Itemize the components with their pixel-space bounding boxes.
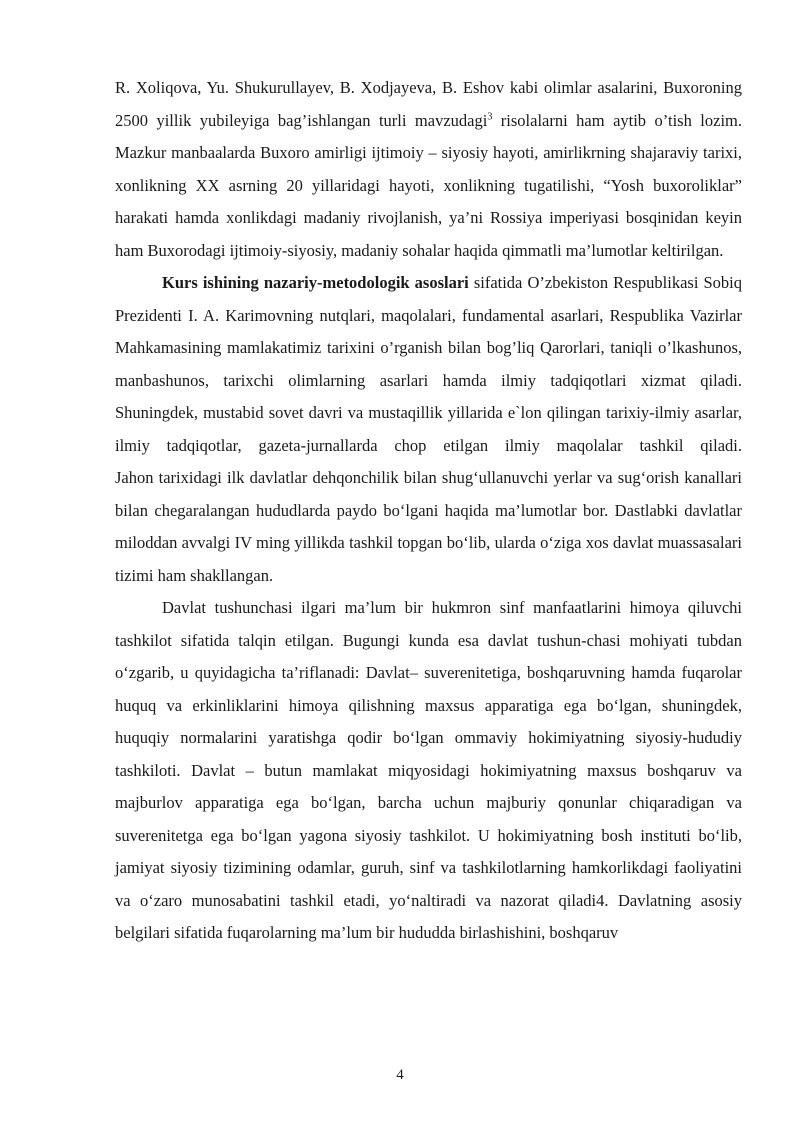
paragraph-early-states — [115, 462, 742, 592]
page-number: 4 — [396, 1067, 404, 1083]
paragraph-text: sifatida O’zbekiston Respublikasi Sobiq Prezidenti I. A. Karimovning nutqlari, maqolalari, fundamental asarlari, Respublika Vazirlar Mahkamasining mamlakatimiz tarixini o’rganish bilan bog’liq Qarorlari, taniqli o’lkashunos, manbashunos, tarixchi olimlarning asarlari hamda ilmiy tadqiqotlari xizmat qiladi. Shuningdek, mustabid sovet davri va mustaqillik yillarida e`lon qilingan tarixiy-ilmiy asarlar, ilmiy tadqiqotlar, gazeta-jurnallarda chop etilgan ilmiy maqolalar tashkil qiladi. — [115, 273, 742, 455]
document-page — [115, 72, 742, 950]
paragraph-state-definition — [115, 592, 742, 950]
paragraph-text: Davlat tushunchasi ilgari ma’lum bir hukmron sinf manfaatlarini himoya qiluvchi tashkilot sifatida talqin etilgan. Bugungi kunda esa davlat tushun-chasi mohiyati tubdan o‘zgarib, u quyidagicha ta’riflanadi: Davlat– suverenitetiga, boshqaruvning hamda fuqarolar huquq va erkinliklarini himoya qilishning maxsus apparatiga ega bo‘lgan, shuningdek, huquqiy normalarini yaratishga qodir bo‘lgan ommaviy hokimiyatning siyosiy-hududiy tashkiloti. Davlat – butun mamlakat miqyosidagi hokimiyatning maxsus boshqaruv va majburlov apparatiga ega bo‘lgan, barcha uchun majburiy qonunlar chiqaradigan va suverenitetga ega bo‘lgan yagona siyosiy tashkilot. U hokimiyatning bosh instituti bo‘lib, jamiyat siyosiy tizimining odamlar, guruh, sinf va tashkilotlarning hamkorlikdagi faoliyatini va o‘zaro munosabatini tashkil etadi, yo‘naltiradi va nazorat qiladi4. Davlatning asosiy belgilari sifatida fuqarolarning ma’lum bir hududda birlashishini, boshqaruv — [115, 598, 742, 942]
bold-heading-phrase: Kurs ishining nazariy-metodologik asoslari — [162, 273, 469, 292]
paragraph-text: Jahon tarixidagi ilk davlatlar dehqonchilik bilan shug‘ullanuvchi yerlar va sug‘orish kanallari bilan chegaralangan hududlarda paydo bo‘lgani haqida ma’lumotlar bor. Dastlabki davlatlar miloddan avvalgi IV ming yillikda tashkil topgan bo‘lib, ularda o‘ziga xos davlat muassasalari tizimi ham shakllangan. — [115, 468, 742, 585]
paragraph-methodology — [115, 267, 742, 462]
paragraph-sources — [115, 72, 742, 267]
footnote-reference[interactable]: 3 — [487, 111, 493, 122]
paragraph-text: R. Xoliqova, Yu. Shukurullayev, B. Xodjayeva, B. Eshov kabi olimlar asalarini, Buxoroning 2500 yillik yubileyiga bag’ishlangan turli mavzudagi — [115, 78, 742, 130]
paragraph-text: risolalarni ham aytib o’tish lozim. Mazkur manbaalarda Buxoro amirligi ijtimoiy – siyosiy hayoti, amirlikrning shajaraviy tarixi, xonlikning XX asrning 20 yillaridagi hayoti, xonlikning tugatilishi, “Yosh buxoroliklar” harakati hamda xonlikdagi madaniy rivojlanish, ya’ni Rossiya imperiyasi bosqinidan keyin ham Buxorodagi ijtimoiy-siyosiy, madaniy sohalar haqida qimmatli ma’lumotlar keltirilgan. — [115, 110, 743, 260]
